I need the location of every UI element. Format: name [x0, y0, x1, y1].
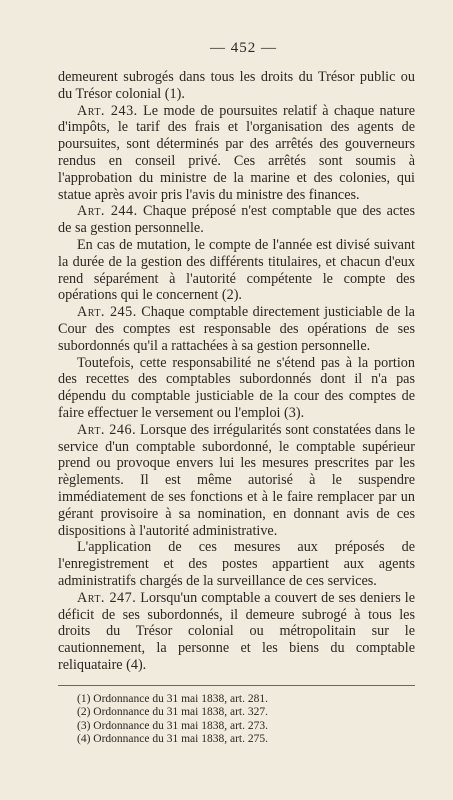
- paragraph: [58, 69, 415, 103]
- paragraph: [58, 355, 415, 422]
- paragraph-text: Le mode de poursuites relatif à chaque nature d'impôts, le tarif des frais et l'organisation des agents de poursuites, sont déterminés par des arrêtés des gouverneurs rendus en conseil privé. Ces arrêtés sont soumis à l'approbation du ministre de la marine et des colonies, qui statue après avoir pris l'avis du ministre des finances.: [58, 102, 415, 203]
- paragraph: [58, 103, 415, 204]
- article-label: Art. 244.: [77, 203, 138, 220]
- article-label: Art. 243.: [77, 102, 138, 119]
- footnote-divider: [58, 685, 415, 686]
- paragraph-text: L'application de ces mesures aux préposés de l'enregistrement et des postes appartient aux agents administratifs chargés de la surveillance de ces services.: [58, 539, 415, 589]
- paragraph-text: Toutefois, cette responsabilité ne s'étend pas à la portion des recettes des comptables subordonnés dont il n'a pas dépendu du comptable justiciable de la cour des comptes de faire effectuer le versement ou l'emploi (3).: [58, 354, 415, 421]
- paragraph-text: Chaque préposé n'est comptable que des actes de sa gestion personnelle.: [58, 203, 415, 237]
- paragraph: [58, 304, 415, 354]
- article-label: Art. 246.: [77, 421, 137, 438]
- footnote: (3) Ordonnance du 31 mai 1838, art. 273.: [77, 719, 268, 732]
- article-label: Art. 245.: [77, 304, 137, 321]
- paragraph: [58, 422, 415, 540]
- footnote: (2) Ordonnance du 31 mai 1838, art. 327.: [77, 706, 268, 719]
- paragraph-text: En cas de mutation, le compte de l'année est divisé suivant la durée de la gestion des différents titulaires, et chacun d'eux rend séparément à l'autorité compétente le compte des opérations qui le concernent (2).: [58, 236, 415, 304]
- footnotes: [58, 693, 415, 747]
- paragraph-text: demeurent subrogés dans tous les droits du Trésor public ou du Trésor colonial (1).: [58, 69, 415, 102]
- footnote: (1) Ordonnance du 31 mai 1838, art. 281.: [77, 692, 268, 705]
- paragraph: [58, 590, 415, 674]
- paragraph-text: Chaque comptable directement justiciable de la Cour des comptes est responsable des opérations de ses subordonnés qu'il a rattachées à sa gestion personnelle.: [58, 304, 415, 354]
- paragraph: [58, 539, 415, 589]
- paragraph-text: Lorsque des irrégularités sont constatées dans le service d'un comptable subordonné, le comptable supérieur prend ou provoque envers lui les mesures prescrites par les règlements. Il est même autorisé à le suspendre immédiatement de ses fonctions et à le faire remplacer par un gérant provisoire à sa nomination, en donnant avis de ces dispositions à l'autorité administrative.: [58, 421, 415, 539]
- paragraph: [58, 203, 415, 237]
- page-number: — 452 —: [210, 40, 277, 56]
- paragraph: [58, 237, 415, 304]
- footnote: (4) Ordonnance du 31 mai 1838, art. 275.: [77, 733, 268, 746]
- article-label: Art. 247.: [77, 589, 137, 606]
- paragraph-text: Lorsqu'un comptable a couvert de ses deniers le déficit de ses subordonnés, il demeure subrogé à tous les droits du Trésor colonial ou métropolitain sur le cautionnement, la personne et les biens du comptable reliquataire (4).: [58, 589, 415, 673]
- body-text: [58, 69, 415, 674]
